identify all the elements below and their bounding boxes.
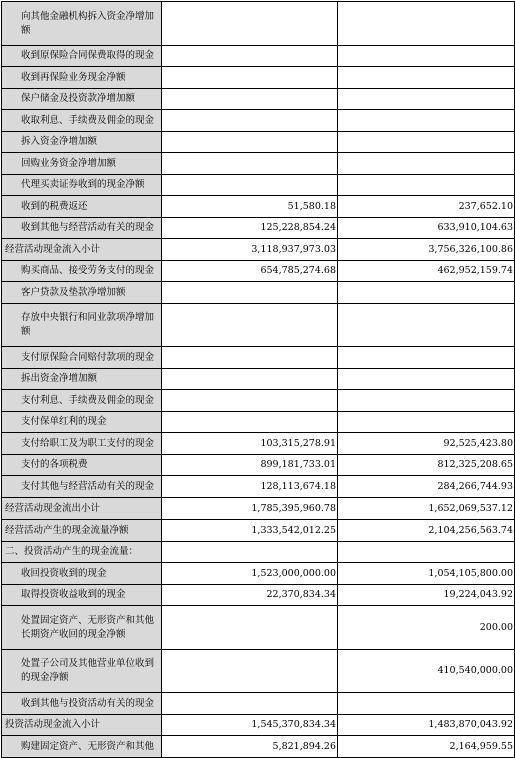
row-label: 收到其他与经营活动有关的现金 xyxy=(2,218,162,239)
row-label: 二、投资活动产生的现金流量： xyxy=(2,542,162,563)
table-row xyxy=(2,304,515,347)
prior-period-value: 2,164,959.55 xyxy=(338,736,515,758)
current-period-value xyxy=(162,606,338,650)
table-row xyxy=(2,261,515,282)
prior-period-value xyxy=(338,347,515,369)
row-label: 支付给职工及为职工支付的现金 xyxy=(2,433,162,455)
row-label: 支付的各项税费 xyxy=(2,455,162,476)
prior-period-value xyxy=(338,693,515,715)
current-period-value xyxy=(162,132,338,153)
current-period-value: 128,113,674.18 xyxy=(162,476,338,498)
table-row xyxy=(2,498,515,520)
current-period-value xyxy=(162,347,338,369)
prior-period-value: 92,525,423.80 xyxy=(338,433,515,455)
row-label: 拆出资金净增加额 xyxy=(2,369,162,390)
table-row xyxy=(2,736,515,758)
prior-period-value xyxy=(338,67,515,89)
table-row xyxy=(2,89,515,110)
row-label: 收到其他与投资活动有关的现金 xyxy=(2,693,162,715)
prior-period-value xyxy=(338,390,515,412)
prior-period-value: 1,483,870,043.92 xyxy=(338,715,515,736)
prior-period-value xyxy=(338,2,515,46)
current-period-value: 1,333,542,012.25 xyxy=(162,520,338,542)
table-row xyxy=(2,196,515,218)
prior-period-value xyxy=(338,304,515,347)
prior-period-value xyxy=(338,153,515,175)
table-row xyxy=(2,606,515,650)
table-row xyxy=(2,476,515,498)
cash-flow-table xyxy=(1,1,515,758)
prior-period-value: 812,325,208.65 xyxy=(338,455,515,476)
current-period-value xyxy=(162,693,338,715)
prior-period-value xyxy=(338,369,515,390)
table-row xyxy=(2,369,515,390)
prior-period-value xyxy=(338,175,515,196)
prior-period-value: 1,054,105,800.00 xyxy=(338,563,515,585)
prior-period-value: 633,910,104.63 xyxy=(338,218,515,239)
table-row xyxy=(2,2,515,46)
row-label: 收到的税费返还 xyxy=(2,196,162,218)
table-row xyxy=(2,67,515,89)
table-row xyxy=(2,412,515,433)
current-period-value: 103,315,278.91 xyxy=(162,433,338,455)
current-period-value xyxy=(162,153,338,175)
table-row xyxy=(2,455,515,476)
current-period-value xyxy=(162,67,338,89)
table-row xyxy=(2,585,515,606)
table-row xyxy=(2,433,515,455)
table-row xyxy=(2,239,515,261)
row-label: 经营活动产生的现金流量净额 xyxy=(2,520,162,542)
row-label: 取得投资收益收到的现金 xyxy=(2,585,162,606)
table-row xyxy=(2,218,515,239)
prior-period-value xyxy=(338,46,515,67)
prior-period-value xyxy=(338,132,515,153)
current-period-value xyxy=(162,282,338,304)
row-label: 收到再保险业务现金净额 xyxy=(2,67,162,89)
row-label: 支付利息、手续费及佣金的现金 xyxy=(2,390,162,412)
row-label: 代理买卖证券收到的现金净额 xyxy=(2,175,162,196)
row-label: 经营活动现金流入小计 xyxy=(2,239,162,261)
prior-period-value: 462,952,159.74 xyxy=(338,261,515,282)
row-label: 拆入资金净增加额 xyxy=(2,132,162,153)
row-label: 保户储金及投资款净增加额 xyxy=(2,89,162,110)
row-label: 收取利息、手续费及佣金的现金 xyxy=(2,110,162,132)
table-row xyxy=(2,542,515,563)
current-period-value xyxy=(162,110,338,132)
prior-period-value xyxy=(338,542,515,563)
table-row xyxy=(2,46,515,67)
current-period-value: 5,821,894.26 xyxy=(162,736,338,758)
prior-period-value: 2,104,256,563.74 xyxy=(338,520,515,542)
prior-period-value: 284,266,744.93 xyxy=(338,476,515,498)
row-label: 存放中央银行和同业款项净增加额 xyxy=(2,304,162,347)
current-period-value: 125,228,854.24 xyxy=(162,218,338,239)
row-label: 客户贷款及垫款净增加额 xyxy=(2,282,162,304)
table-row xyxy=(2,715,515,736)
row-label: 购建固定资产、无形资产和其他 xyxy=(2,736,162,758)
prior-period-value: 410,540,000.00 xyxy=(338,650,515,693)
current-period-value: 1,785,395,960.78 xyxy=(162,498,338,520)
table-row xyxy=(2,110,515,132)
current-period-value: 899,181,733.01 xyxy=(162,455,338,476)
row-label: 购买商品、接受劳务支付的现金 xyxy=(2,261,162,282)
prior-period-value: 1,652,069,537.12 xyxy=(338,498,515,520)
current-period-value xyxy=(162,2,338,46)
row-label: 投资活动现金流入小计 xyxy=(2,715,162,736)
row-label: 支付其他与经营活动有关的现金 xyxy=(2,476,162,498)
current-period-value: 1,545,370,834.34 xyxy=(162,715,338,736)
current-period-value: 22,370,834.34 xyxy=(162,585,338,606)
current-period-value xyxy=(162,175,338,196)
prior-period-value xyxy=(338,89,515,110)
table-row xyxy=(2,693,515,715)
table-row xyxy=(2,650,515,693)
row-label: 经营活动现金流出小计 xyxy=(2,498,162,520)
table-row xyxy=(2,132,515,153)
prior-period-value: 19,224,043.92 xyxy=(338,585,515,606)
row-label: 收回投资收到的现金 xyxy=(2,563,162,585)
current-period-value: 1,523,000,000.00 xyxy=(162,563,338,585)
current-period-value xyxy=(162,89,338,110)
current-period-value: 654,785,274.68 xyxy=(162,261,338,282)
prior-period-value xyxy=(338,110,515,132)
row-label: 收到原保险合同保费取得的现金 xyxy=(2,46,162,67)
table-row xyxy=(2,347,515,369)
table-row xyxy=(2,153,515,175)
current-period-value xyxy=(162,304,338,347)
prior-period-value: 200.00 xyxy=(338,606,515,650)
current-period-value: 3,118,937,973.03 xyxy=(162,239,338,261)
current-period-value xyxy=(162,46,338,67)
table-row xyxy=(2,390,515,412)
prior-period-value: 3,756,326,100.86 xyxy=(338,239,515,261)
row-label: 处置固定资产、无形资产和其他长期资产收回的现金净额 xyxy=(2,606,162,650)
row-label: 支付保单红利的现金 xyxy=(2,412,162,433)
row-label: 支付原保险合同赔付款项的现金 xyxy=(2,347,162,369)
current-period-value: 51,580.18 xyxy=(162,196,338,218)
prior-period-value xyxy=(338,412,515,433)
current-period-value xyxy=(162,650,338,693)
row-label: 处置子公司及其他营业单位收到的现金净额 xyxy=(2,650,162,693)
current-period-value xyxy=(162,542,338,563)
current-period-value xyxy=(162,390,338,412)
current-period-value xyxy=(162,369,338,390)
current-period-value xyxy=(162,412,338,433)
prior-period-value: 237,652.10 xyxy=(338,196,515,218)
prior-period-value xyxy=(338,282,515,304)
table-row xyxy=(2,520,515,542)
table-row xyxy=(2,563,515,585)
row-label: 向其他金融机构拆入资金净增加额 xyxy=(2,2,162,46)
row-label: 回购业务资金净增加额 xyxy=(2,153,162,175)
table-row xyxy=(2,175,515,196)
table-row xyxy=(2,282,515,304)
